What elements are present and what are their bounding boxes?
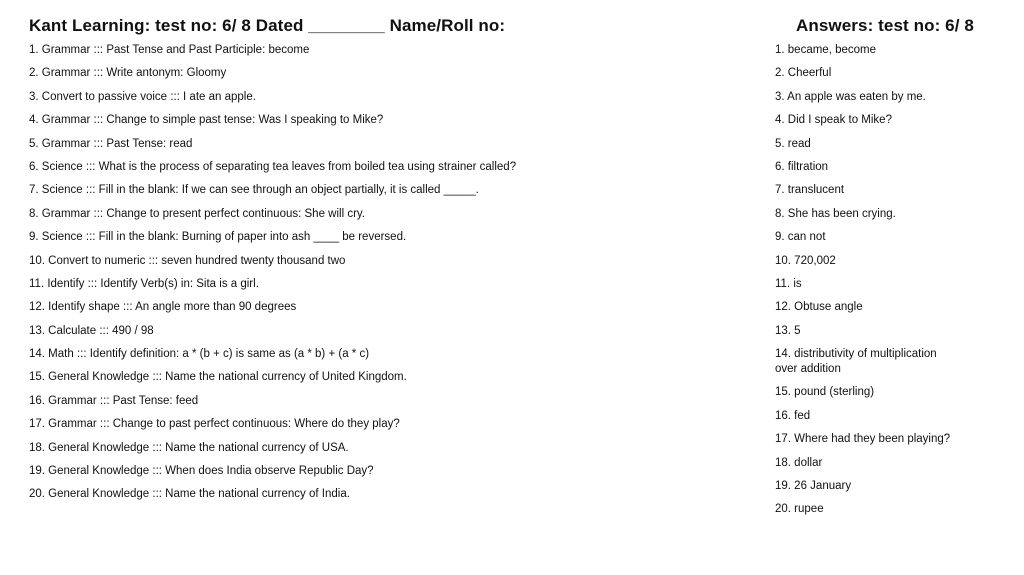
question-item: 18. General Knowledge ::: Name the national currency of USA. bbox=[29, 441, 349, 454]
question-item: 15. General Knowledge ::: Name the national currency of United Kingdom. bbox=[29, 371, 407, 384]
answer-item: 11. is bbox=[775, 277, 802, 290]
answer-item: 16. fed bbox=[775, 409, 811, 422]
answer-item: 18. dollar bbox=[775, 456, 823, 469]
answer-item: 13. 5 bbox=[775, 324, 801, 337]
question-item: 8. Grammar ::: Change to present perfect continuous: She will cry. bbox=[29, 207, 365, 220]
answer-item: 20. rupee bbox=[775, 503, 824, 516]
answer-item: 3. An apple was eaten by me. bbox=[775, 90, 926, 103]
question-item: 20. General Knowledge ::: Name the national currency of India. bbox=[29, 488, 350, 501]
answer-item: 12. Obtuse angle bbox=[775, 301, 863, 314]
question-item: 14. Math ::: Identify definition: a * (b + c) is same as (a * b) + (a * c) bbox=[29, 348, 370, 361]
answer-item: 2. Cheerful bbox=[775, 67, 832, 80]
question-item: 11. Identify ::: Identify Verb(s) in: Sita is a girl. bbox=[29, 277, 259, 290]
question-item: 12. Identify shape ::: An angle more than 90 degrees bbox=[29, 301, 297, 314]
answer-item: 14. distributivity of multiplication over addition bbox=[775, 348, 937, 376]
question-item: 16. Grammar ::: Past Tense: feed bbox=[29, 394, 199, 407]
answer-item: 15. pound (sterling) bbox=[775, 386, 875, 399]
question-item: 3. Convert to passive voice ::: I ate an apple. bbox=[29, 90, 256, 103]
question-item: 4. Grammar ::: Change to simple past tense: Was I speaking to Mike? bbox=[29, 114, 384, 127]
answer-item: 6. filtration bbox=[775, 160, 829, 173]
question-list bbox=[29, 43, 749, 511]
answer-item: 17. Where had they been playing? bbox=[775, 433, 951, 446]
question-item: 6. Science ::: What is the process of separating tea leaves from boiled tea using strainer called? bbox=[29, 160, 517, 173]
question-item: 19. General Knowledge ::: When does India observe Republic Day? bbox=[29, 465, 374, 478]
question-item: 13. Calculate ::: 490 / 98 bbox=[29, 324, 154, 337]
question-item: 1. Grammar ::: Past Tense and Past Participle: become bbox=[29, 44, 310, 56]
answers-title: Answers: test no: 6/ 8 bbox=[796, 16, 974, 35]
question-item: 9. Science ::: Fill in the blank: Burning of paper into ash ____ be reversed. bbox=[29, 231, 407, 244]
answer-item: 19. 26 January bbox=[775, 480, 852, 493]
answer-item: 4. Did I speak to Mike? bbox=[775, 114, 892, 127]
answer-item: 8. She has been crying. bbox=[775, 207, 896, 220]
answer-item: 9. can not bbox=[775, 231, 826, 244]
answer-item: 10. 720,002 bbox=[775, 254, 836, 267]
question-item: 2. Grammar ::: Write antonym: Gloomy bbox=[29, 67, 227, 80]
question-item: 5. Grammar ::: Past Tense: read bbox=[29, 137, 193, 150]
answer-item: 1. became, become bbox=[775, 44, 877, 56]
answer-list bbox=[775, 43, 1015, 526]
question-item: 7. Science ::: Fill in the blank: If we can see through an object partially, it is called _____. bbox=[29, 184, 479, 197]
question-item: 10. Convert to numeric ::: seven hundred twenty thousand two bbox=[29, 254, 346, 267]
answer-item: 5. read bbox=[775, 137, 811, 150]
question-item: 17. Grammar ::: Change to past perfect continuous: Where do they play? bbox=[29, 418, 400, 431]
answer-item: 7. translucent bbox=[775, 184, 845, 197]
test-title: Kant Learning: test no: 6/ 8 Dated ________ Name/Roll no: bbox=[29, 16, 506, 35]
